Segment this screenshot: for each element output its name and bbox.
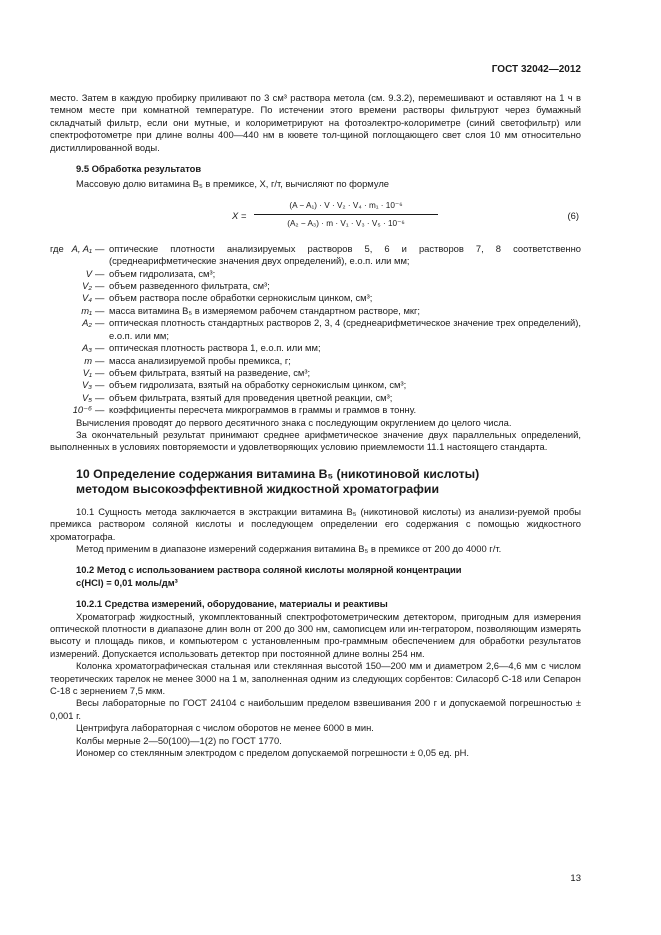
legend-dash: — [95,280,105,292]
final-result-note: За окончательный результат принимают среднее арифметическое значение двух параллельных определений, выполненных в условиях повторяемости и удовлетворяющих условию приемлемости 11.1 настоящего стандарта. [50,428,581,453]
legend-symbol [50,367,95,379]
legend-dash: — [95,404,105,416]
section-10-2-heading [50,564,581,589]
legend-dash: — [95,292,105,304]
legend-row [50,355,581,367]
legend-row [50,243,581,268]
legend-row [50,404,581,416]
legend-dash: — [95,267,105,279]
legend-row [50,317,581,342]
legend-symbol-text: V₄ [81,292,92,304]
legend-symbol-text: A, A₁ [71,242,92,254]
formula-legend [50,243,581,417]
legend-dash: — [95,366,105,378]
legend-dash: — [95,317,105,329]
section-10-2-line2: c(HCl) = 0,01 моль/дм³ [76,576,178,588]
equipment-item: Колбы мерные 2—50(100)—1(2) по ГОСТ 1770. [76,734,282,746]
equipment-item: Иономер со стеклянным электродом с пределом допускаемой погрешности ± 0,05 ед. рН. [76,747,469,759]
legend-symbol-text: 10⁻⁶ [72,404,92,416]
intro-paragraph: место. Затем в каждую пробирку приливают по 3 см³ раствора метола (см. 9.3.2), перемешивают и оставляют на 1 ч в темном месте при комнатной температуре. По истечении этого времени растворы фильтруют через бумажный складчатый фильтр, если они мутные, и колориметрируют на фотоэлектро-колориметре (синий светофильтр) или спектрофотометре при длине волны 400—440 нм в кювете тол-щиной поглощающего свет слоя 10 мм относительно дистиллированной воды. [50,92,581,153]
legend-symbol-text: m [84,354,92,366]
legend-text: масса витамина B₅ в измеряемом рабочем стандартном растворе, мкг; [109,304,421,316]
section-10-2-1-heading: 10.2.1 Средства измерений, оборудование, материалы и реактивы [76,598,388,610]
legend-row [50,367,581,379]
legend-symbol-text: V [85,267,92,279]
legend-text: коэффициенты пересчета микрограммов в граммы и граммов в тонну. [109,404,417,416]
calc-note: Вычисления проводят до первого десятичного знака с последующим округлением до целого числа. [76,416,512,428]
legend-symbol [50,342,95,354]
legend-dash: — [95,379,105,391]
legend-symbol [50,392,95,404]
legend-row [50,342,581,354]
legend-dash: — [95,391,105,403]
formula-lhs: X = [232,209,247,221]
page-number: 13 [570,873,581,884]
legend-symbol [50,292,95,304]
legend-symbol [50,268,95,280]
legend-row [50,305,581,317]
legend-dash: — [95,354,105,366]
legend-text: оптические плотности анализируемых растворов 5, 6 и растворов 7, 8 соответственно (среднеарифметические значения двух определений), е.о.п. или мм; [109,242,581,267]
legend-dash: — [95,342,105,354]
section-10-title-line1: 10 Определение содержания витамина B₅ (никотиновой кислоты) [76,466,480,481]
section-10-2-line1: 10.2 Метод с использованием раствора соляной кислоты молярной концентрации [76,564,462,576]
legend-where: где [50,242,64,254]
paragraph-10-1: 10.1 Сущность метода заключается в экстракции витамина B₅ (никотиновой кислоты) из анализи-руемой пробы премикса раствором соляной кислоты и последующем определении его содержания с помощью жидкостного хроматографа. [50,505,581,542]
legend-text: оптическая плотность стандартных растворов 2, 3, 4 (среднеарифметическое значение трех определений), е.о.п. или мм; [109,317,581,341]
legend-row [50,268,581,280]
legend-symbol-text: m₁ [81,304,92,316]
equipment-item: Весы лабораторные по ГОСТ 24104 с наибольшим пределом взвешивания 200 г и допускаемой погрешностью ± 0,001 г. [50,697,581,721]
legend-text: объем гидролизата, см³; [109,267,216,279]
legend-text: масса анализируемой пробы премикса, г; [109,354,291,366]
legend-symbol-text: V₃ [82,379,92,391]
legend-symbol [50,379,95,391]
section-9-5-heading: 9.5 Обработка результатов [76,163,202,175]
legend-symbol [50,317,95,342]
document-header: ГОСТ 32042—2012 [491,64,581,75]
formula-6 [50,197,581,237]
legend-symbol [50,305,95,317]
legend-row [50,280,581,292]
formula-number: (6) [567,209,579,221]
equipment-list [50,611,581,760]
legend-dash: — [95,304,105,316]
section-10-title-line2: методом высокоэффективной жидкостной хроматографии [76,481,439,496]
equipment-item: Колонка хроматографическая стальная или стеклянная высотой 150—200 мм и диаметром 2,6—4,6 мм с числом теоретических тарелок не менее 3000 на 1 м, заполненная одним из следующих сорбентов: Силасорб С-18 или Сепарон С-18 с зернением 7,5 мкм. [50,660,581,697]
legend-symbol-text: V₁ [82,366,92,378]
formula-fraction [254,197,438,232]
method-range: Метод применим в диапазоне измерений содержания витамина B₅ в премиксе от 200 до 4000 г/т. [76,542,502,554]
legend-symbol [50,404,95,416]
legend-text: объем фильтрата, взятый на разведение, см³; [109,366,311,378]
legend-text: оптическая плотность раствора 1, е.о.п. или мм; [109,342,321,354]
legend-row [50,379,581,391]
formula-lead: Массовую долю витамина B₅ в премиксе, X, г/т, вычисляют по формуле [76,178,390,190]
legend-symbol [50,280,95,292]
legend-text: объем фильтрата, взятый для проведения цветной реакции, см³; [109,391,393,403]
legend-text: объем раствора после обработки сернокислым цинком, см³; [109,292,373,304]
section-10-heading [50,467,581,497]
legend-dash: — [95,242,105,254]
legend-symbol [50,243,95,268]
legend-row [50,392,581,404]
legend-symbol-text: A₃ [82,342,92,354]
formula-denominator: (A₂ − A₃) · m · V₁ · V₃ · V₅ · 10⁻⁶ [287,218,405,228]
legend-row [50,292,581,304]
equipment-item: Хроматограф жидкостный, укомплектованный спектрофотометрическим детектором, пригодным для измерения оптической плотности в диапазоне длин волн от 200 до 300 нм, самописцем или ин-тегратором, позволяющим измерять высоту и площадь пиков, и компьютером с установленным про-граммным обеспечением для обработки результатов измерений. Допускается использовать детектор при постоянной длине волны 254 нм. [50,610,581,659]
legend-text: объем гидролизата, взятый на обработку сернокислым цинком, см³; [109,379,407,391]
page-body [50,60,581,759]
legend-symbol-text: V₂ [82,280,92,292]
legend-text: объем разведенного фильтрата, см³; [109,280,270,292]
legend-symbol [50,355,95,367]
formula-numerator: (A − A₁) · V · V₂ · V₄ · m₁ · 10⁻⁶ [254,197,438,215]
legend-symbol-text: V₅ [81,391,92,403]
equipment-item: Центрифуга лабораторная с числом оборотов не менее 6000 в мин. [76,722,374,734]
legend-symbol-text: A₂ [82,317,92,329]
